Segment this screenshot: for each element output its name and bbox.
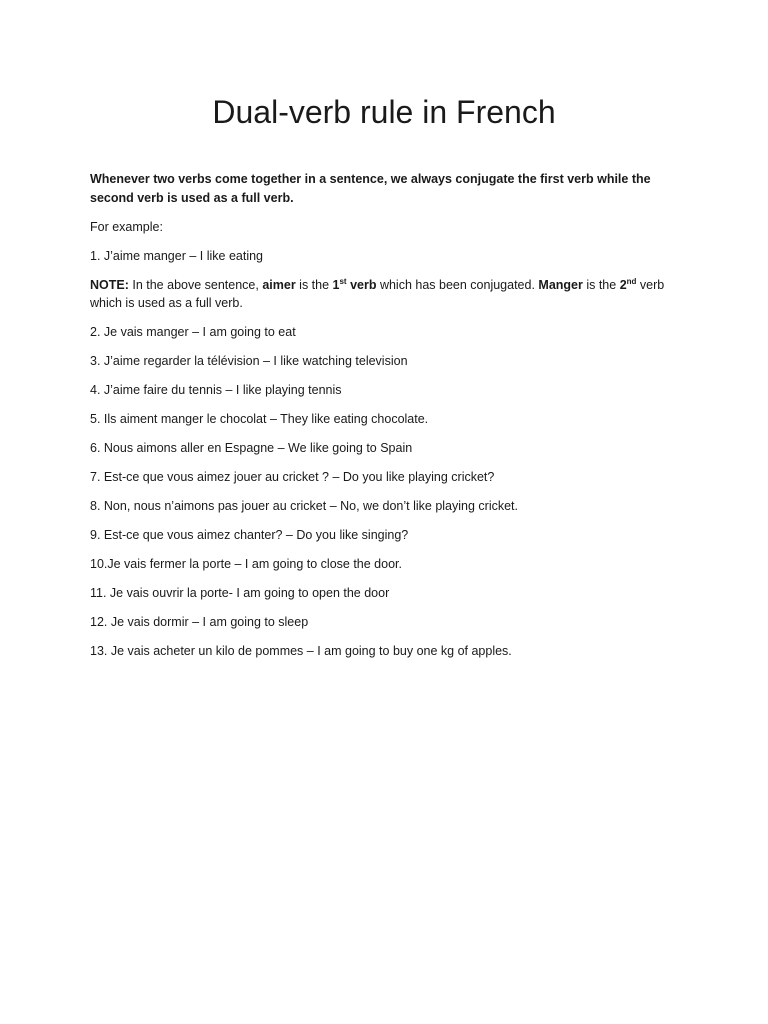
example-item-12: 12. Je vais dormir – I am going to sleep	[90, 615, 309, 629]
example-item-3: 3. J’aime regarder la télévision – I like watching television	[90, 354, 408, 368]
note-manger: Manger	[538, 277, 583, 292]
example-item-6: 6. Nous aimons aller en Espagne – We like going to Spain	[90, 441, 413, 455]
example-item-9: 9. Est-ce que vous aimez chanter? – Do you like singing?	[90, 528, 409, 542]
document-body	[90, 170, 670, 671]
example-item-4: 4. J’aime faire du tennis – I like playing tennis	[90, 383, 342, 397]
intro-paragraph: Whenever two verbs come together in a sentence, we always conjugate the first verb while the second verb is used as a full verb.	[90, 172, 651, 205]
example-item-8: 8. Non, nous n’aimons pas jouer au cricket – No, we don’t like playing cricket.	[90, 499, 518, 513]
note-first-verb: 1st verb	[332, 276, 377, 292]
example-item-1: 1. J’aime manger – I like eating	[90, 248, 264, 263]
note-second-num: 2nd	[619, 276, 637, 292]
note-aimer: aimer	[262, 277, 296, 292]
page-title: Dual-verb rule in French	[212, 94, 556, 130]
example-item-11: 11. Je vais ouvrir la porte- I am going to open the door	[90, 586, 390, 600]
example-label: For example:	[90, 219, 163, 234]
example-item-7: 7. Est-ce que vous aimez jouer au cricket ? – Do you like playing cricket?	[90, 470, 495, 484]
example-item-2: 2. Je vais manger – I am going to eat	[90, 325, 296, 339]
example-item-13: 13. Je vais acheter un kilo de pommes – I am going to buy one kg of apples.	[90, 644, 512, 658]
example-item-10: 10.Je vais fermer la porte – I am going to close the door.	[90, 557, 402, 571]
note-label: NOTE:	[90, 277, 129, 292]
note-paragraph: NOTE: In the above sentence, aimer is the 1st verb which has been conjugated. Manger is the 2nd verb which is used as a full verb.	[90, 276, 665, 310]
example-item-5: 5. Ils aiment manger le chocolat – They like eating chocolate.	[90, 412, 429, 426]
